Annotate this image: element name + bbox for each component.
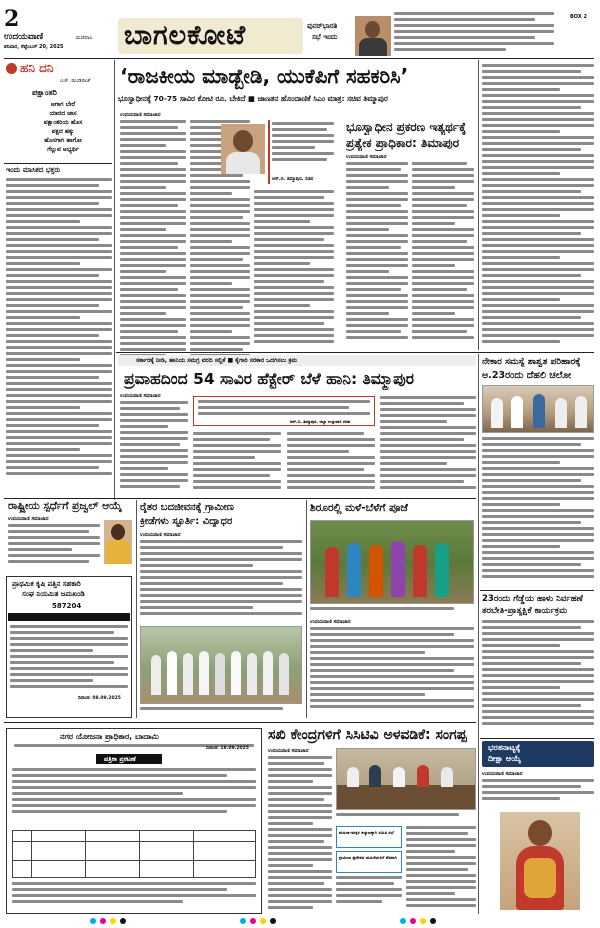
training-text — [482, 620, 594, 735]
date-line: ಶನಿವಾರ, ಸೆಪ್ಟೆಂಬರ್ 20, 2025 — [4, 44, 64, 50]
flood-col1 — [120, 401, 188, 496]
shiralli-caption — [310, 607, 474, 617]
second-headline-line2: ಪ್ರತ್ಯೇಕ ಪ್ರಾಧಿಕಾರ: ತಿಮಾಪುರ — [346, 136, 460, 150]
prajwal-photo — [104, 520, 132, 564]
cctv-photo-caption — [336, 813, 476, 823]
town-text — [12, 768, 256, 828]
flood-headline: ಪ್ರವಾಹದಿಂದ 54 ಸಾವಿರ ಹೆಕ್ಟೇರ್ ಬೆಳೆ ಹಾನಿ: ತಿಮ್ಮಾಪುರ — [124, 370, 414, 388]
cctv-col3 — [406, 826, 476, 912]
town-title: ನಗರ ಯೋಜನಾ ಪ್ರಾಧಿಕಾರ, ಬಾದಾಮಿ — [60, 732, 159, 741]
right-top-text — [482, 64, 594, 350]
box-label: BOX 2 — [570, 14, 587, 20]
flood-byline: ಉದಯವಾಣಿ ಸಮಾಚಾರ — [120, 393, 161, 399]
flood-col4 — [380, 396, 476, 496]
mid-left-rule — [4, 498, 476, 499]
shiralli-photo — [310, 520, 474, 604]
second-col1 — [346, 162, 408, 352]
left-column-text — [6, 178, 112, 498]
town-subtitle: ಪತ್ರಿಕಾ ಪ್ರಕಟಣೆ — [104, 755, 136, 763]
left-divider — [4, 163, 112, 164]
coop-title-line2: ಸಂಘ ನಿಯಮಿತ ಜಮಖಂಡಿ — [22, 590, 85, 598]
second-byline: ಉದಯವಾಣಿ ಸಮಾಚಾರ — [346, 154, 387, 160]
flood-col2 — [193, 432, 281, 496]
shiralli-rule — [306, 500, 307, 718]
header-blurb — [394, 12, 554, 58]
poem-line: ಪಕ್ಷಾಂತರಿಯ ಹೊಸ — [43, 119, 83, 126]
town-table — [12, 830, 256, 878]
poem-body — [14, 100, 112, 154]
farmer-text — [140, 540, 302, 622]
farmer-headline-line2: ಕ್ರೀಡೆಗಳು ಸ್ಫೂರ್ತಿ: ವಿದ್ಯಾಧರ — [140, 516, 233, 527]
training-headline-line2: ತರಬೇತಿ-ಪ್ರಾತ್ಯಕ್ಷಿಕೆ ಕಾರ್ಯಕ್ರಮ — [482, 606, 568, 616]
coop-title-line1: ಪ್ರಾಥಮಿಕ ಕೃಷಿ ಪತ್ತಿನ ಸಹಕಾರಿ — [12, 580, 81, 588]
dance-headline-line1: ಭರತನಾಟ್ಯಕ್ಕೆ — [488, 743, 521, 752]
lead-quote-text — [272, 122, 334, 174]
town-footer — [12, 882, 256, 910]
lead-headline: ‘ರಾಜಕೀಯ ಮಾಡ್ಬೇಡಿ, ಯುಕೆಪಿಗೆ ಸಹಕರಿಸಿ’ — [120, 64, 409, 88]
shiralli-text — [310, 627, 474, 717]
cctv-col2-bottom — [336, 876, 402, 912]
flood-kicker: ಸರ್ಕಾರಕ್ಕೆ ನೀಡಿ, ಹಾನಿಯ ಸಮಗ್ರ ವರದಿ ಸಲ್ಲಿಕೆ ■ ಕೈಗಾರಿ ಸರಕಾರ ಒದಗಿಸಲು ಕ್ರಮ — [136, 357, 298, 364]
town-date: ದಿನಾಂಕ: 18.09.2025 — [206, 746, 249, 751]
dance-text — [482, 779, 594, 809]
minister-portrait — [221, 124, 265, 174]
lead-quote-attribution: ಆರ್.ಬಿ. ತಿಮ್ಮಾಪುರ, ಸಚಿವ — [272, 177, 314, 182]
poem-line: ಪಕ್ಷದ ಹಕ್ಕು — [51, 128, 75, 135]
lead-col3 — [254, 190, 334, 350]
farmer-rule — [136, 500, 137, 718]
dancer-photo — [500, 812, 580, 910]
second-headline-line1: ಭೂಸ್ವಾಧೀನ ಪ್ರಕರಣ ಇತ್ಯರ್ಥಕ್ಕೆ — [346, 120, 467, 134]
nekar-text — [482, 437, 594, 587]
lead-byline: ಉದಯವಾಣಿ ಸಮಾಚಾರ — [120, 112, 161, 118]
flood-quote-text — [198, 400, 370, 420]
edition-label: ಮಣಿಪಾಲ — [76, 35, 93, 41]
print-registration-strip — [0, 914, 600, 928]
flood-col3 — [287, 432, 375, 496]
coop-text — [10, 625, 128, 691]
poem-line: ಆಗಾಗ ಬೇರೆ — [50, 101, 76, 108]
right-lower-rule — [478, 354, 479, 914]
poem-title: ಪಕ್ಷಾಂತರಿ — [32, 88, 57, 97]
cctv-byline: ಉದಯವಾಣಿ ಸಮಾಚಾರ — [268, 748, 309, 754]
bottom-section-rule — [4, 722, 476, 723]
cctv-meeting-photo — [336, 748, 476, 810]
paper-name: ಉದಯವಾಣಿ — [4, 32, 44, 42]
lead-bottom-rule — [116, 352, 594, 353]
today-heading: ಇಂದು ಮಾಸಿಕದ ಭಕ್ತರು — [6, 166, 61, 174]
training-headline-line1: 23ರಂದು ಗೆಡ್ಡೆಯ ಹಾಳು ನಿರ್ವಹಣೆ — [482, 594, 583, 604]
nekar-headline-line1: ನೇಕಾರ ಸಮಸ್ಯೆ ಶಾಶ್ವತ ಪರಿಹಾರಕ್ಕೆ — [482, 357, 581, 367]
nekar-photo — [482, 385, 594, 433]
farmer-caption — [140, 707, 302, 717]
header-rule — [4, 58, 594, 59]
poem-line: ಹೊಸಗಾಗಿ ಹಾಗೋ — [44, 137, 82, 144]
honi-dani-byline: ಎಚ್. ಡುಂಡಿರಾಜ್ — [60, 78, 91, 84]
section-banner-title: ಬಾಗಲಕೋಟೆ — [124, 20, 247, 51]
side-tag-line1: ಪುನರ್‌ಭಾರತಿ — [307, 22, 338, 30]
farmer-photo — [140, 626, 302, 704]
farmer-byline: ಉದಯವಾಣಿ ಸಮಾಚಾರ — [140, 532, 181, 538]
side-tag-line2: ಸಭೆ ಇಂದು — [312, 33, 338, 41]
left-column-rule — [114, 60, 115, 500]
national-text — [8, 524, 100, 574]
right-divider-1 — [480, 590, 594, 591]
shiralli-headline: ಶಿರೂರಲ್ಲಿ ಮಳೆ-ಬೆಳೆಗೆ ಪೂಜೆ — [310, 502, 408, 514]
farmer-headline-line1: ರೈತರ ಬದಜೀವನಕ್ಕೆ ಗ್ರಾಮೀಣ — [140, 502, 234, 513]
dance-byline: ಉದಯವಾಣಿ ಸಮಾಚಾರ — [482, 771, 523, 777]
nekar-headline-line2: ಅ.23ರಂದು ದೆಹಲಿ ಚಲೋ — [482, 370, 572, 381]
poem-line: ಯಾರದ ಜಾಸ — [49, 110, 77, 117]
flood-quote-attribution: ಆರ್.ಬಿ. ತಿಮ್ಮಾಪುರ, ಜಿಲ್ಲಾ ಉಸ್ತುವಾರಿ ಸಚಿವ — [290, 419, 351, 424]
lead-subheadline: ಭೂಸ್ವಾಧೀನಕ್ಕೆ 70-75 ಸಾವಿರ ಕೋಟಿ ರೂ. ಬೇಕಿದೆ ■ ಜಾಣತನ ಹೊಂದಾಣಿಕೆ ಸಿಎಂ ಮಾತ್ರ: ಸಚಿವ ತಿಮ್ಮಾಪುರ — [118, 94, 388, 103]
coop-number: 587204 — [52, 602, 82, 610]
poem-line: ಗೆಲ್ಲುವ ಅಭ್ಯರ್ಥಿ — [47, 146, 79, 153]
cctv-headline: ಸಖಿ ಕೇಂದ್ರಗಳಿಗೆ ಸಿಸಿಟಿವಿ ಅಳವಡಿಕೆ: ಸಂಗಪ್ಪ — [268, 727, 467, 743]
shiralli-byline: ಉದಯವಾಣಿ ಸಮಾಚಾರ — [310, 619, 351, 625]
cctv-col1 — [268, 756, 332, 912]
page-number: 2 — [4, 8, 20, 30]
cctv-pullquote-2: ಗ್ರಾಮೀಣ ಪ್ರದೇಶದ ಮಹಿಳೆಯರಿಗೆ ನೆರವಾಗಿ — [339, 855, 397, 860]
honi-dani-badge — [6, 63, 17, 74]
honi-dani-title: ಹನಿ ದನಿ — [20, 61, 54, 75]
right-column-rule — [478, 60, 479, 350]
national-byline: ಉದಯವಾಣಿ ಸಮಾಚಾರ — [8, 516, 49, 522]
lead-col1 — [120, 120, 186, 360]
national-headline: ರಾಷ್ಟ್ರೀಯ ಸ್ಪರ್ಧೆಗೆ ಪ್ರಜ್ವಲ್ ಆಯ್ಕೆ — [8, 500, 122, 512]
dance-headline-line2: ದೀಕ್ಷಾ ಆಯ್ಕೆ — [488, 754, 521, 763]
cctv-pullquote-1: ಮಹಿಳಾ-ಮಕ್ಕಳ ಕಲ್ಯಾಣಕ್ಕಾಗಿ ಸಮಿತಿ ಸಭೆ — [339, 830, 394, 835]
coop-title-bar — [8, 613, 130, 621]
second-col2 — [412, 162, 474, 352]
right-divider-2 — [480, 738, 594, 739]
header-portrait — [355, 16, 391, 56]
coop-date: ದಿನಾಂಕ: 08.09.2025 — [78, 696, 121, 701]
